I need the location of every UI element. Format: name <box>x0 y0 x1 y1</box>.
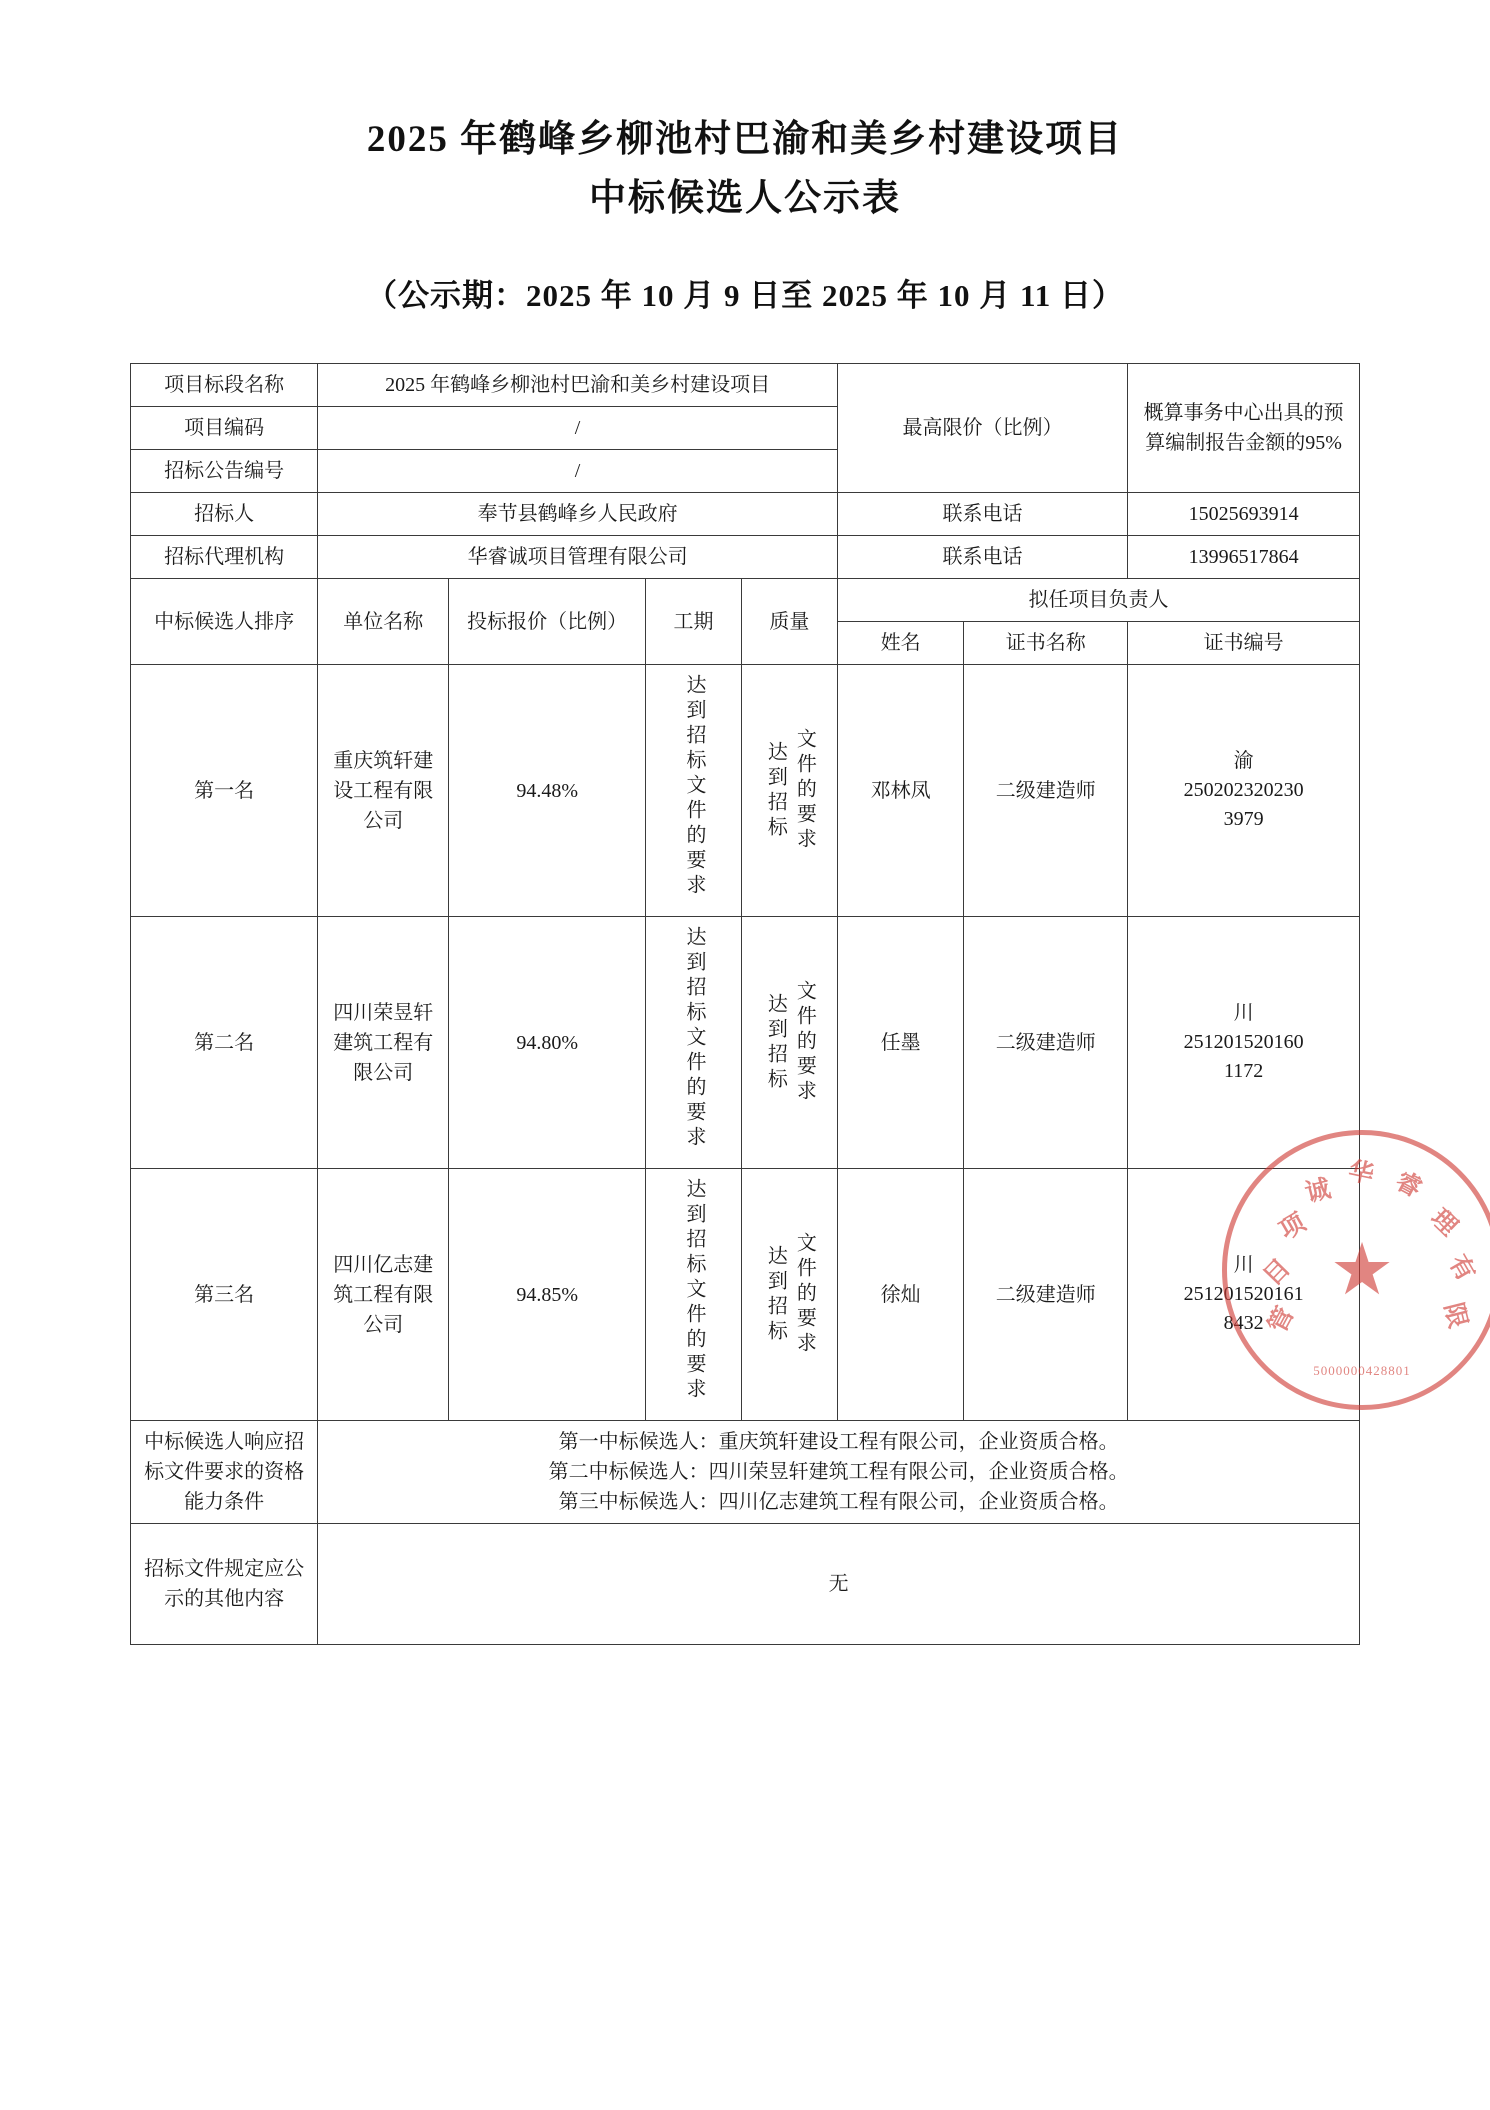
candidate-cert-no: 渝 250202320230 3979 <box>1128 665 1360 917</box>
candidate-duration: 达到招标文件的要求 <box>645 1169 741 1421</box>
seal-code: 5000000428801 <box>1313 1363 1411 1378</box>
project-name-value: 2025 年鹤峰乡柳池村巴渝和美乡村建设项目 <box>318 364 838 407</box>
max-price-label: 最高限价（比例） <box>837 364 1127 493</box>
candidate-quality: 达到招标 文件的要求 <box>741 917 837 1169</box>
candidate-duration: 达到招标文件的要求 <box>645 665 741 917</box>
candidate-bid-price: 94.85% <box>449 1169 646 1421</box>
table-header-row <box>131 579 1360 622</box>
candidate-cert-name: 二级建造师 <box>964 1169 1128 1421</box>
table-row <box>131 1169 1360 1421</box>
table-row <box>131 1524 1360 1645</box>
tenderee-phone-value: 15025693914 <box>1128 493 1360 536</box>
star-icon: ★ <box>1329 1230 1395 1310</box>
candidate-bid-price: 94.48% <box>449 665 646 917</box>
header-quality: 质量 <box>741 579 837 665</box>
qualification-line-3: 第三中标候选人：四川亿志建筑工程有限公司，企业资质合格。 <box>558 1491 1119 1514</box>
project-name-label: 项目标段名称 <box>131 364 318 407</box>
candidate-rank: 第二名 <box>131 917 318 1169</box>
page-title-line1: 2025 年鹤峰乡柳池村巴渝和美乡村建设项目 <box>366 119 1124 160</box>
project-code-value: / <box>318 407 838 450</box>
header-bid-price: 投标报价（比例） <box>449 579 646 665</box>
duration-text: 达到 <box>682 673 705 724</box>
candidate-cert-name: 二级建造师 <box>964 665 1128 917</box>
project-code-label: 项目编码 <box>131 407 318 450</box>
table-row <box>131 1421 1360 1524</box>
header-leader-group: 拟任项目负责人 <box>837 579 1359 622</box>
table-row <box>131 493 1360 536</box>
title-block <box>0 0 1490 315</box>
tenderee-label: 招标人 <box>131 493 318 536</box>
table-row <box>131 665 1360 917</box>
table-row <box>131 536 1360 579</box>
tenderee-phone-label: 联系电话 <box>837 493 1127 536</box>
candidate-bid-price: 94.80% <box>449 917 646 1169</box>
header-rank: 中标候选人排序 <box>131 579 318 665</box>
announcement-table <box>130 363 1360 1645</box>
agency-phone-value: 13996517864 <box>1128 536 1360 579</box>
page-title-line2: 中标候选人公示表 <box>589 178 901 220</box>
qualification-line-2: 第二中标候选人：四川荣昱轩建筑工程有限公司，企业资质合格。 <box>548 1461 1129 1484</box>
header-cert-no: 证书编号 <box>1128 622 1360 665</box>
candidate-company: 四川荣昱轩建筑工程有限公司 <box>318 917 449 1169</box>
notice-code-value: / <box>318 450 838 493</box>
candidate-rank: 第三名 <box>131 1169 318 1421</box>
tenderee-value: 奉节县鹤峰乡人民政府 <box>318 493 838 536</box>
candidate-cert-no: 川 251201520161 8432 <box>1128 1169 1360 1421</box>
seal-company-text: 华 诚 项 目 管 睿 理 有 限 <box>1258 1157 1480 1338</box>
agency-value: 华睿诚项目管理有限公司 <box>318 536 838 579</box>
max-price-value: 概算事务中心出具的预算编制报告金额的95% <box>1128 364 1360 493</box>
table-row <box>131 917 1360 1169</box>
header-company: 单位名称 <box>318 579 449 665</box>
qualification-label: 中标候选人响应招标文件要求的资格能力条件 <box>131 1421 318 1524</box>
quality-text: 达到招标 <box>764 740 787 841</box>
candidate-company: 重庆筑轩建设工程有限公司 <box>318 665 449 917</box>
qualification-value <box>318 1421 1360 1524</box>
header-duration: 工期 <box>645 579 741 665</box>
other-content-label: 招标文件规定应公示的其他内容 <box>131 1524 318 1645</box>
candidate-quality: 达到招标 文件的要求 <box>741 1169 837 1421</box>
qualification-line-1: 第一中标候选人：重庆筑轩建设工程有限公司，企业资质合格。 <box>558 1431 1119 1454</box>
candidate-leader-name: 任墨 <box>837 917 963 1169</box>
other-content-value: 无 <box>318 1524 1360 1645</box>
candidate-leader-name: 邓林凤 <box>837 665 963 917</box>
candidate-company: 四川亿志建筑工程有限公司 <box>318 1169 449 1421</box>
candidate-cert-no: 川 251201520160 1172 <box>1128 917 1360 1169</box>
candidate-duration: 达到招标文件的要求 <box>645 917 741 1169</box>
candidate-cert-name: 二级建造师 <box>964 917 1128 1169</box>
agency-phone-label: 联系电话 <box>837 536 1127 579</box>
publicity-period: （公示期：2025 年 10 月 9 日至 2025 年 10 月 11 日） <box>365 278 1125 314</box>
header-leader-name: 姓名 <box>837 622 963 665</box>
notice-code-label: 招标公告编号 <box>131 450 318 493</box>
table-row <box>131 364 1360 407</box>
candidate-rank: 第一名 <box>131 665 318 917</box>
header-cert-name: 证书名称 <box>964 622 1128 665</box>
agency-label: 招标代理机构 <box>131 536 318 579</box>
candidate-quality: 达到招标 文件的要求 <box>741 665 837 917</box>
candidate-leader-name: 徐灿 <box>837 1169 963 1421</box>
